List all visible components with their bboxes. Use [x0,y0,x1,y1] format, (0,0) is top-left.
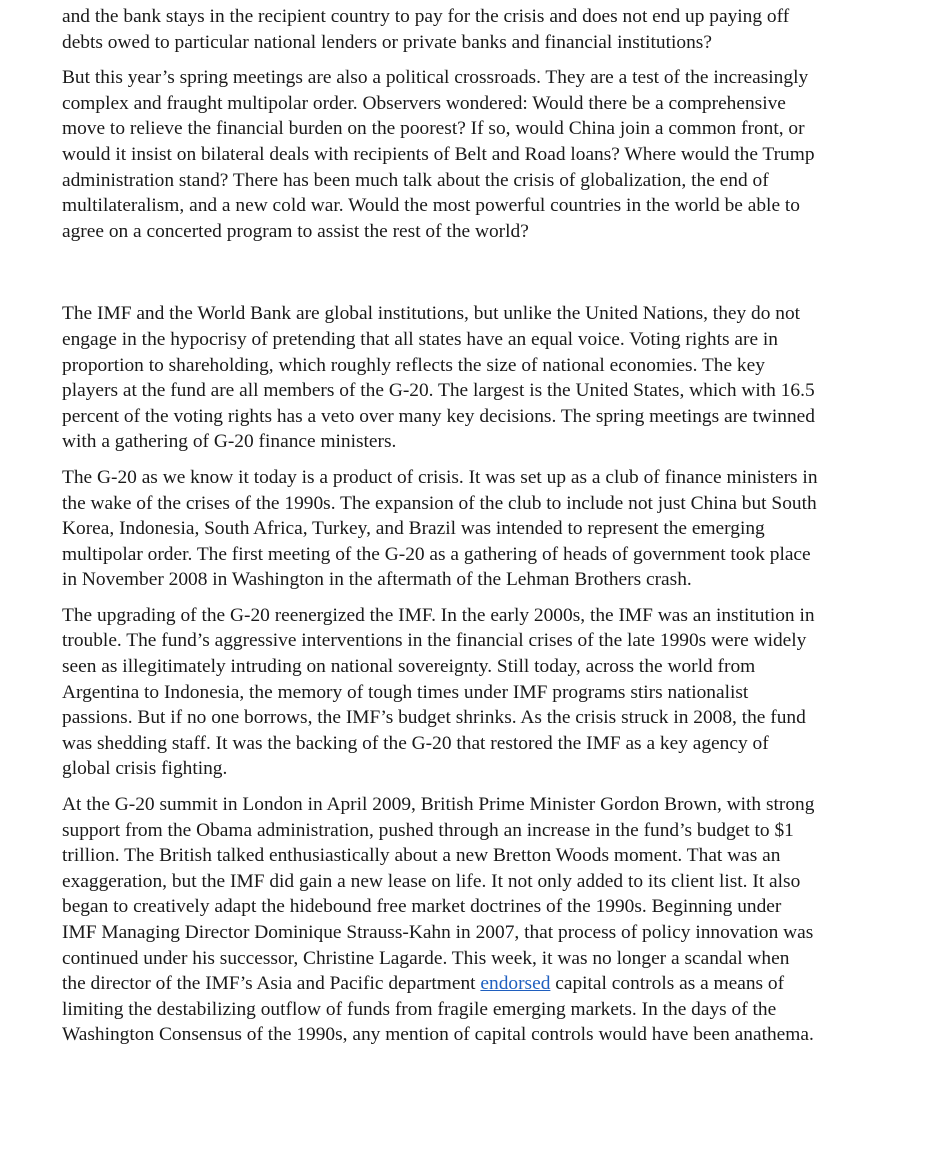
text-line: IMF Managing Director Dominique Strauss-Kahn in 2007, that process of policy innovation was [62,922,814,943]
text-line: players at the fund are all members of the G-20. The largest is the United States, which with 16.5 [62,380,815,402]
text-line: debts owed to particular national lenders or private banks and financial institutions? [62,31,712,53]
link-line-after: capital controls as a means of [550,973,785,995]
paragraph-imf-world-bank [62,301,932,455]
text-line: trouble. The fund’s aggressive interventions in the financial crises of the late 1990s were widely [62,630,807,652]
text-line: would it insist on bilateral deals with recipients of Belt and Road loans? Where would the Trump [62,143,815,165]
text-line: global crisis fighting. [62,758,228,780]
text-line-with-link [62,971,932,997]
text-line: Korea, Indonesia, South Africa, Turkey, and Brazil was intended to represent the emerging [62,518,765,540]
text-line: was shedding staff. It was the backing of the G-20 that restored the IMF as a key agency of [62,732,769,754]
text-line: But this year’s spring meetings are also a political crossroads. They are a test of the increasingly [62,67,809,89]
text-line: The upgrading of the G-20 reenergized the IMF. In the early 2000s, the IMF was an institution in [62,604,815,626]
text-line: with a gathering of G-20 finance ministers. [62,431,397,453]
text-line: The IMF and the World Bank are global institutions, but unlike the United Nations, they do not [62,303,801,325]
text-line: Argentina to Indonesia, the memory of tough times under IMF programs stirs nationalist [62,681,749,703]
text-line: support from the Obama administration, pushed through an increase in the fund’s budget to $1 [62,819,794,841]
text-line: multipolar order. The first meeting of the G-20 as a gathering of heads of government took place [62,543,811,565]
text-line: limiting the destabilizing outflow of funds from fragile emerging markets. In the days of the [62,998,777,1020]
text-line: move to relieve the financial burden on the poorest? If so, would China join a common front, or [62,118,805,140]
text-line: proportion to shareholding, which roughly reflects the size of national economies. The key [62,354,765,376]
endorsed-link[interactable]: endorsed [480,973,551,995]
text-line: trillion. The British talked enthusiastically about a new Bretton Woods moment. That was an [62,845,781,867]
text-line: At the G-20 summit in London in April 2009, British Prime Minister Gordon Brown, with strong [62,794,815,816]
text-line: in November 2008 in Washington in the aftermath of the Lehman Brothers crash. [62,569,692,591]
text-line: continued under his successor, Christine Lagarde. This week, it was no longer a scandal when [62,947,790,969]
text-line: complex and fraught multipolar order. Observers wondered: Would there be a comprehensive [62,92,786,114]
paragraph-bank-stays [62,4,932,55]
text-line: agree on a concerted program to assist the rest of the world? [62,220,529,242]
text-line: and the bank stays in the recipient country to pay for the crisis and does not end up paying off [62,6,790,27]
text-line: began to creatively adapt the hidebound free market doctrines of the 1990s. Beginning under [62,896,782,918]
text-line: multilateralism, and a new cold war. Would the most powerful countries in the world be able to [62,195,800,217]
paragraph-g20-origin [62,465,932,593]
text-line: The G-20 as we know it today is a product of crisis. It was set up as a club of finance ministers in [62,466,818,488]
section-gap [62,254,932,301]
paragraph-g20-reenergized [62,603,932,782]
paragraph-london-summit [62,792,932,1048]
paragraph-political-crossroads [62,65,932,244]
text-line: exaggeration, but the IMF did gain a new lease on life. It not only added to its client list. It also [62,870,801,892]
text-line: seen as illegitimately intruding on national sovereignty. Still today, across the world from [62,656,756,678]
text-line: percent of the voting rights has a veto over many key decisions. The spring meetings are twinned [62,405,815,427]
text-line: Washington Consensus of the 1990s, any mention of capital controls would have been anathema. [62,1024,814,1046]
text-line: the wake of the crises of the 1990s. The expansion of the club to include not just China but South [62,492,817,514]
link-line-before: the director of the IMF’s Asia and Pacific department [62,973,481,995]
article-body [62,4,932,1058]
text-line: engage in the hypocrisy of pretending that all states have an equal voice. Voting rights are in [62,328,778,350]
text-line: passions. But if no one borrows, the IMF’s budget shrinks. As the crisis struck in 2008, the fund [62,707,806,729]
text-line: administration stand? There has been much talk about the crisis of globalization, the end of [62,169,769,191]
